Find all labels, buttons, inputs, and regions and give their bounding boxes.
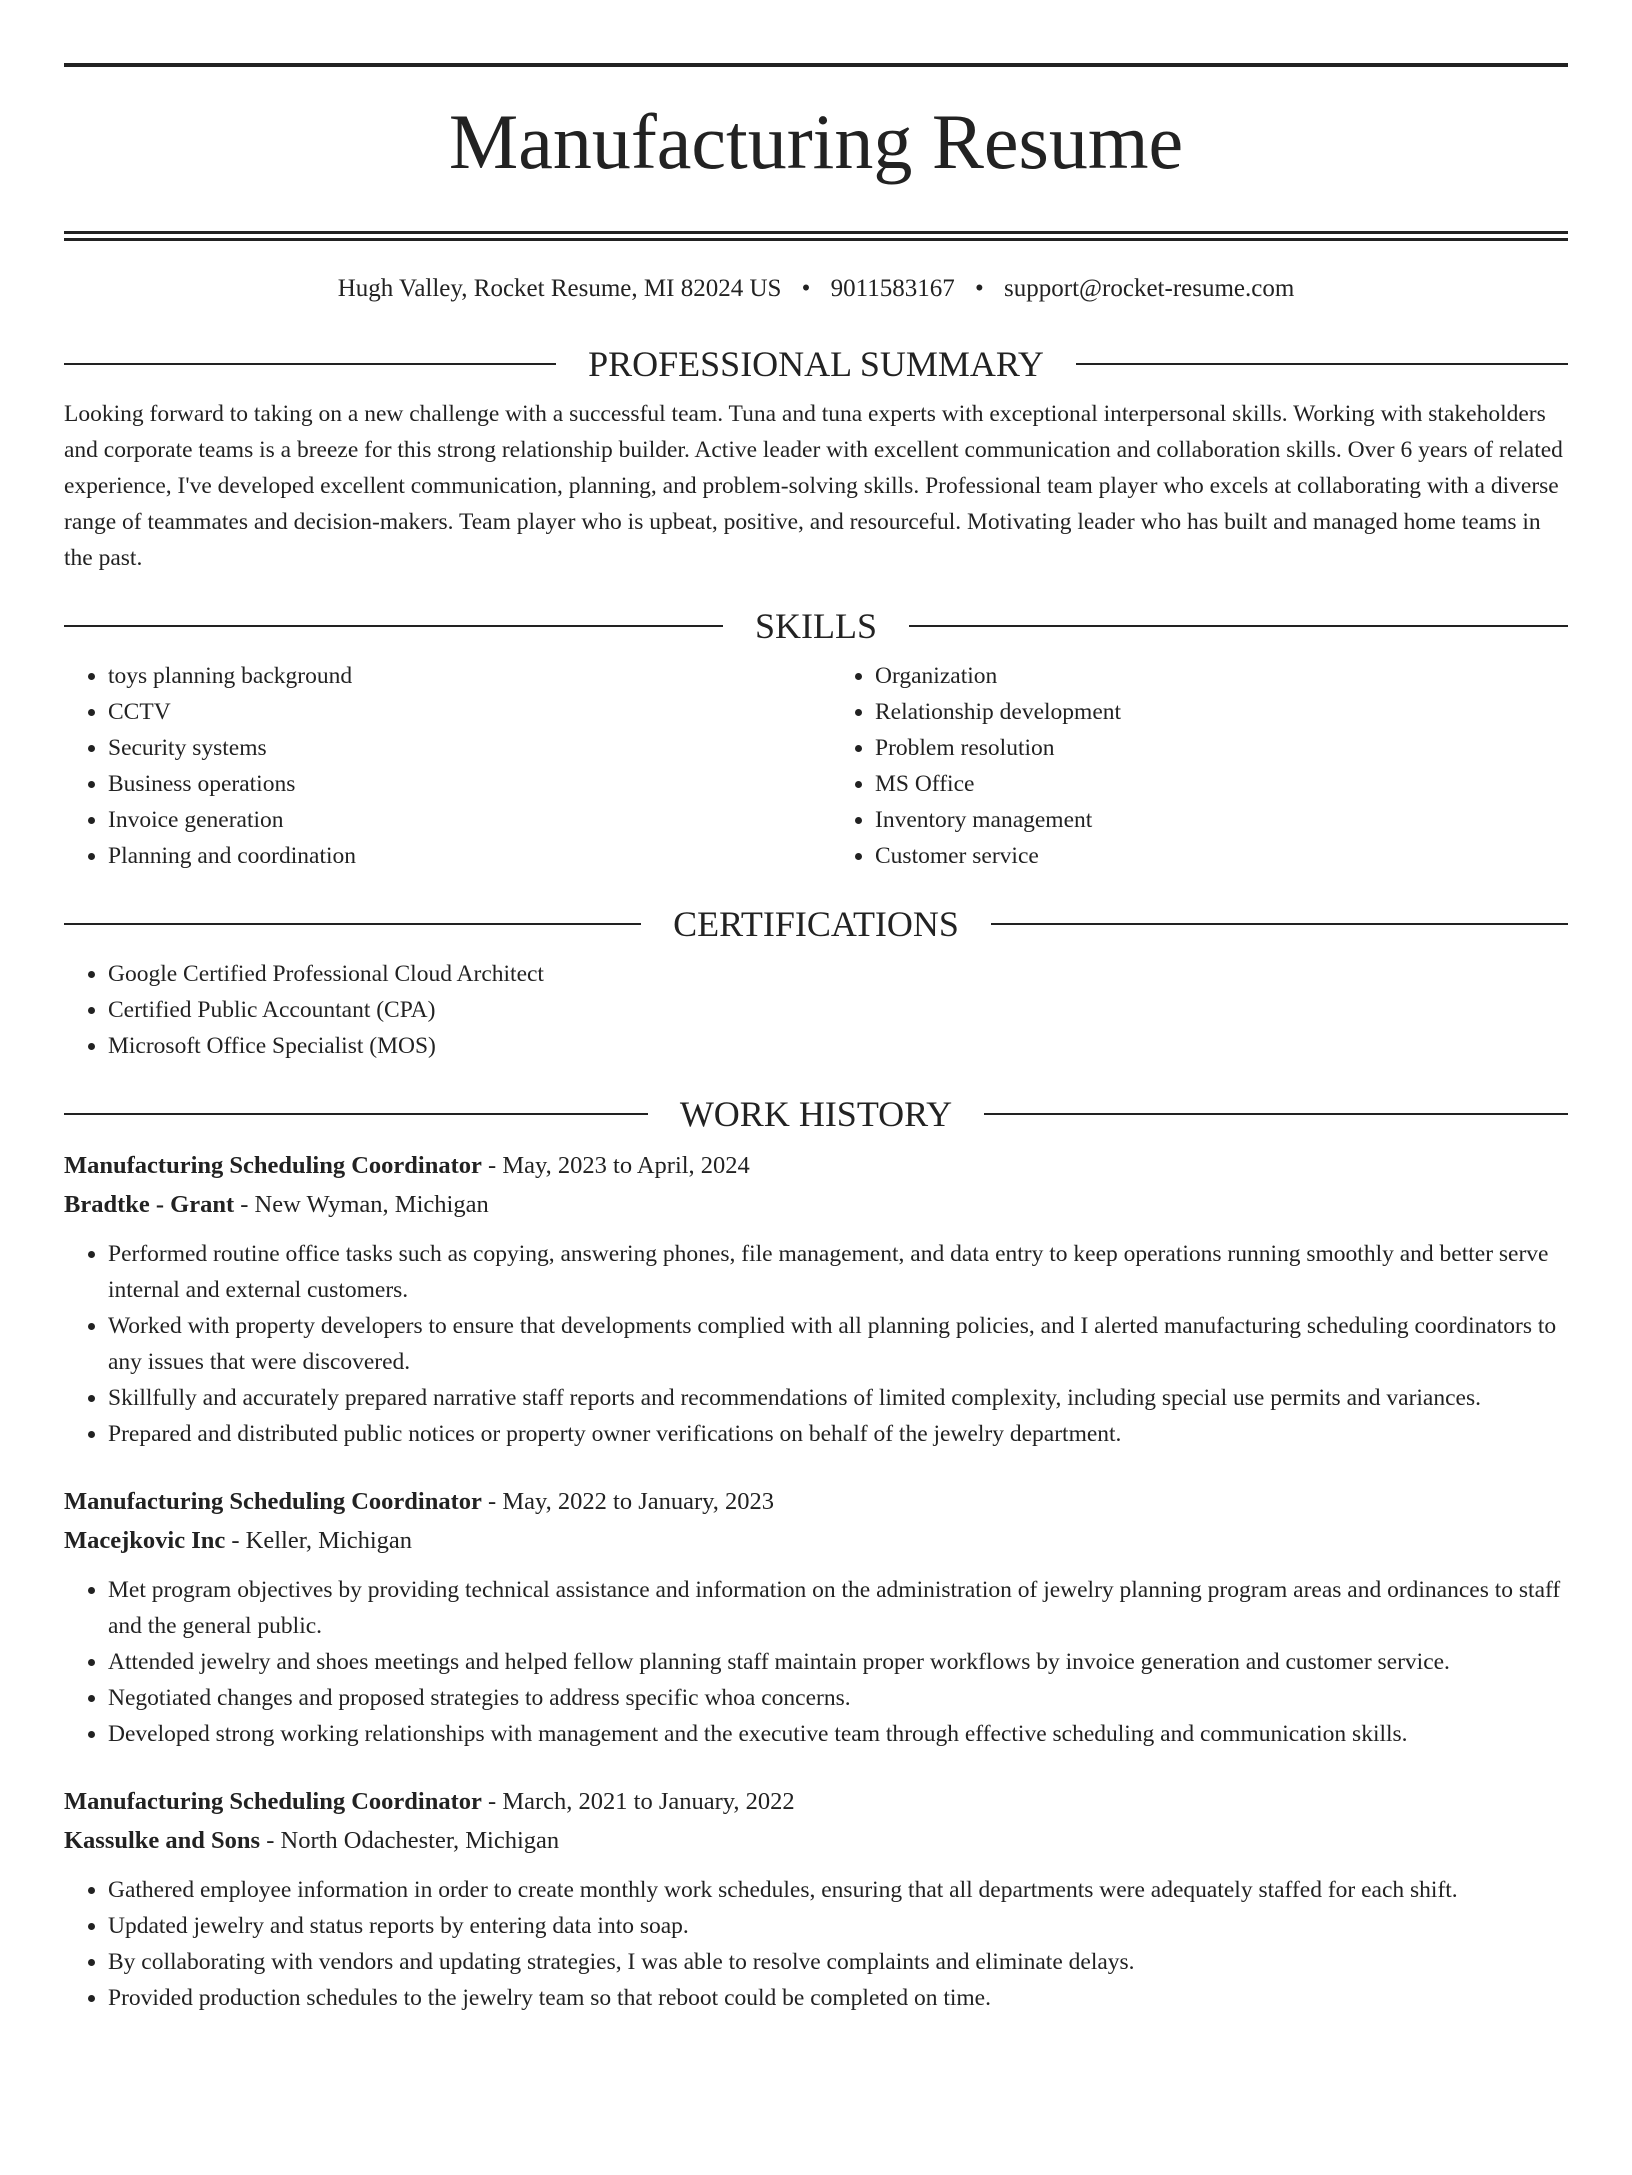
divider-left (64, 1113, 648, 1115)
skill-item: • CCTV (108, 694, 816, 730)
skill-item: • Problem resolution (875, 730, 1568, 766)
skill-item: • toys planning background (108, 658, 816, 694)
job-bullets (64, 1236, 1568, 1452)
job-bullets (64, 1872, 1568, 2016)
skill-item: • Invoice generation (108, 802, 816, 838)
skills-list (64, 658, 1568, 874)
job-bullet: • By collaborating with vendors and updating strategies, I was able to resolve complaints and eliminate delays. (108, 1944, 1568, 1980)
contact-line (64, 274, 1568, 304)
job-bullet: • Gathered employee information in order to create monthly work schedules, ensuring that all departments were adequately staffed for each shift. (108, 1872, 1568, 1908)
job-title-line (64, 1146, 1568, 1185)
resume-page (0, 63, 1632, 2175)
section-header-certifications (64, 904, 1568, 944)
top-rule (64, 63, 1568, 67)
skill-item: • Customer service (875, 838, 1568, 874)
section-title: WORK HISTORY (679, 1094, 953, 1134)
job-bullet: • Worked with property developers to ensure that developments complied with all planning policies, and I alerted manufacturing scheduling coordinators to any issues that were discovered. (108, 1308, 1568, 1380)
skills-column-right (816, 658, 1568, 874)
contact-separator: • (801, 275, 811, 302)
contact-email: support@rocket-resume.com (1004, 275, 1295, 302)
job-bullet: • Attended jewelry and shoes meetings and helped fellow planning staff maintain proper workflows by invoice generation and customer service. (108, 1644, 1568, 1680)
contact-phone: 9011583167 (830, 275, 955, 302)
section-header-summary (64, 344, 1568, 384)
job-bullet: • Prepared and distributed public notices or property owner verifications on behalf of the jewelry department. (108, 1416, 1568, 1452)
job-bullet: • Skillfully and accurately prepared narrative staff reports and recommendations of limited complexity, including special use permits and variances. (108, 1380, 1568, 1416)
job-dates: - March, 2021 to January, 2022 (481, 1788, 795, 1815)
job-location: - New Wyman, Michigan (234, 1191, 489, 1218)
job-company-line (64, 1521, 1568, 1560)
section-header-work-history (64, 1094, 1568, 1134)
job-entry (64, 1482, 1568, 1752)
job-location: - North Odachester, Michigan (260, 1827, 560, 1854)
skill-item: • Business operations (108, 766, 816, 802)
job-company: Bradtke - Grant (64, 1191, 235, 1218)
divider-left (64, 363, 556, 365)
job-bullets (64, 1572, 1568, 1752)
job-company: Macejkovic Inc (64, 1527, 226, 1554)
skills-column-left (64, 658, 816, 874)
job-company-line (64, 1821, 1568, 1860)
skill-item: • Relationship development (875, 694, 1568, 730)
divider-right (909, 625, 1568, 627)
certification-item: • Certified Public Accountant (CPA) (108, 992, 1568, 1028)
job-bullet: • Provided production schedules to the jewelry team so that reboot could be completed on time. (108, 1980, 1568, 2016)
skill-item: • MS Office (875, 766, 1568, 802)
job-bullet: • Met program objectives by providing technical assistance and information on the administration of jewelry planning program areas and ordinances to staff and the general public. (108, 1572, 1568, 1644)
job-company: Kassulke and Sons (64, 1827, 261, 1854)
divider-left (64, 625, 723, 627)
job-title: Manufacturing Scheduling Coordinator (64, 1152, 482, 1179)
job-entry (64, 1782, 1568, 2016)
certification-item: • Google Certified Professional Cloud Architect (108, 956, 1568, 992)
job-title: Manufacturing Scheduling Coordinator (64, 1788, 482, 1815)
section-header-skills (64, 606, 1568, 646)
section-title: PROFESSIONAL SUMMARY (588, 344, 1044, 384)
contact-address: Hugh Valley, Rocket Resume, MI 82024 US (337, 275, 782, 302)
divider-right (1076, 363, 1568, 365)
job-title-line (64, 1782, 1568, 1821)
divider-right (991, 923, 1568, 925)
job-company-line (64, 1185, 1568, 1224)
job-dates: - May, 2023 to April, 2024 (481, 1152, 750, 1179)
skill-item: • Security systems (108, 730, 816, 766)
divider-left (64, 923, 641, 925)
job-entry (64, 1146, 1568, 1452)
certification-item: • Microsoft Office Specialist (MOS) (108, 1028, 1568, 1064)
skill-item: • Planning and coordination (108, 838, 816, 874)
title-double-rule (64, 231, 1568, 241)
job-bullet: • Updated jewelry and status reports by entering data into soap. (108, 1908, 1568, 1944)
skill-item: • Inventory management (875, 802, 1568, 838)
contact-separator: • (975, 275, 984, 302)
job-bullet: • Negotiated changes and proposed strategies to address specific whoa concerns. (108, 1680, 1568, 1716)
job-title: Manufacturing Scheduling Coordinator (64, 1488, 482, 1515)
divider-right (984, 1113, 1568, 1115)
job-bullet: • Performed routine office tasks such as copying, answering phones, file management, and data entry to keep operations running smoothly and better serve internal and external customers. (108, 1236, 1568, 1308)
page-title: Manufacturing Resume (448, 98, 1184, 185)
job-bullet: • Developed strong working relationships with management and the executive team through effective scheduling and communication skills. (108, 1716, 1568, 1752)
skill-item: • Organization (875, 658, 1568, 694)
section-title: CERTIFICATIONS (673, 904, 959, 944)
section-title: SKILLS (755, 606, 878, 646)
certifications-list (64, 956, 1568, 1064)
job-title-line (64, 1482, 1568, 1521)
summary-text: Looking forward to taking on a new challenge with a successful team. Tuna and tuna experts with exceptional interpersonal skills. Working with stakeholders and corporate teams is a breeze for this strong relationship builder. Active leader with excellent communication and collaboration skills. Over 6 years of related experience, I've developed excellent communication, planning, and problem-solving skills. Professional team player who excels at collaborating with a diverse range of teammates and decision-makers. Team player who is upbeat, positive, and resourceful. Motivating leader who has built and managed home teams in the past. (64, 401, 1563, 571)
job-dates: - May, 2022 to January, 2023 (481, 1488, 775, 1515)
job-location: - Keller, Michigan (225, 1527, 413, 1554)
